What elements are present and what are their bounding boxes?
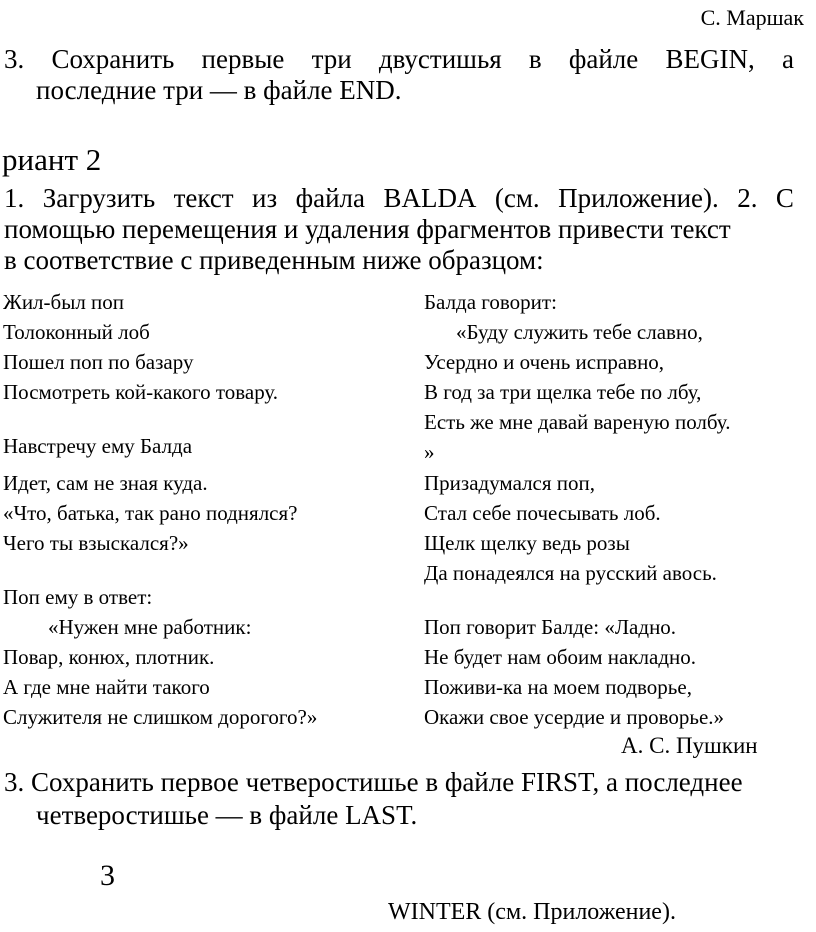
poem-left-line: Повар, конюх, плотник. (3, 645, 215, 669)
poem-right-line: Щелк щелку ведь розы (424, 531, 630, 555)
word: BEGIN, (665, 44, 755, 74)
task-3b-line-1: 3. Сохранить первое четверостишье в файле FIRST, а последнее (4, 767, 743, 797)
poem-right-line: Не будет нам обоим накладно. (424, 645, 697, 669)
poem-left-line: «Нужен мне работник: (48, 615, 252, 639)
poem-right-line: В год за три щелка тебе по лбу, (424, 380, 702, 404)
poem-right-line: » (424, 440, 435, 464)
task-1-line-3: в соответствие с приведенным ниже образцом: (4, 245, 544, 275)
task-3b-line-2: четверостишье — в файле LAST. (36, 800, 418, 830)
poem-left-line: Поп ему в ответ: (3, 585, 153, 609)
task-3-line-1 (4, 44, 794, 75)
task-1-line-2: помощью перемещения и удаления фрагментов привести текст (4, 214, 731, 244)
task-1-load-balda (4, 183, 794, 276)
task-3-first-last (4, 766, 790, 832)
poem-right-line: Окажи свое усердие и проворье.» (424, 705, 725, 729)
word: двустишья (378, 44, 502, 74)
word: текст (173, 183, 234, 213)
word: 2. (737, 183, 758, 213)
word: первые (201, 44, 285, 74)
poem-right-line: Усердно и очень исправно, (424, 350, 665, 374)
word: в (528, 44, 542, 74)
word: файле (568, 44, 639, 74)
section-number: 3 (100, 859, 115, 892)
word: BALDA (383, 183, 477, 213)
word: а (781, 44, 794, 74)
word: файла (295, 183, 365, 213)
poem-right-line: Да понадеялся на русский авось. (424, 561, 717, 585)
word: 1. (4, 183, 25, 213)
poem-left-line: А где мне найти такого (3, 675, 210, 699)
poem-right-line: Поживи-ка на моем подворье, (424, 675, 692, 699)
poem-right-line: Балда говорит: (424, 290, 557, 314)
poem-left-line: Пошел поп по базару (3, 350, 194, 374)
poem-right-line: Призадумался поп, (424, 471, 596, 495)
word: (см. (494, 183, 540, 213)
poem-left-line: Служителя не слишком дорогого?» (3, 705, 318, 729)
poem-author: А. С. Пушкин (621, 733, 758, 758)
word: Сохранить (51, 44, 175, 74)
poem-left-line: Толоконный лоб (3, 320, 150, 344)
word: С (775, 183, 794, 213)
poem-left-line: Жил-был поп (3, 290, 125, 314)
word: три (311, 44, 352, 74)
word: из (252, 183, 278, 213)
poem-right-line: «Буду служить тебе славно, (456, 320, 703, 344)
poem-right-line: Есть же мне давай вареную полбу. (424, 410, 731, 434)
word: Приложение). (558, 183, 719, 213)
poem-left-line: Посмотреть кой-какого товару. (3, 380, 279, 404)
poem-left-line: «Что, батька, так рано поднялся? (3, 501, 298, 525)
poem-left-line: Идет, сам не зная куда. (3, 471, 208, 495)
task-3-line-2: последние три — в файле END. (36, 75, 402, 105)
task-3-begin-end (4, 44, 794, 106)
poem-right-line: Поп говорит Балде: «Ладно. (424, 615, 677, 639)
poem-left-line: Навстречу ему Балда (3, 434, 193, 458)
top-author: С. Маршак (700, 5, 804, 30)
poem-right-line: Стал себе почесывать лоб. (424, 501, 661, 525)
poem-left-line: Чего ты взыскался?» (3, 531, 189, 555)
word: Загрузить (42, 183, 156, 213)
task-1-line-1 (4, 183, 794, 214)
winter-reference: WINTER (см. Приложение). (388, 899, 676, 925)
variant-heading: риант 2 (2, 142, 102, 177)
word: 3. (4, 44, 25, 74)
